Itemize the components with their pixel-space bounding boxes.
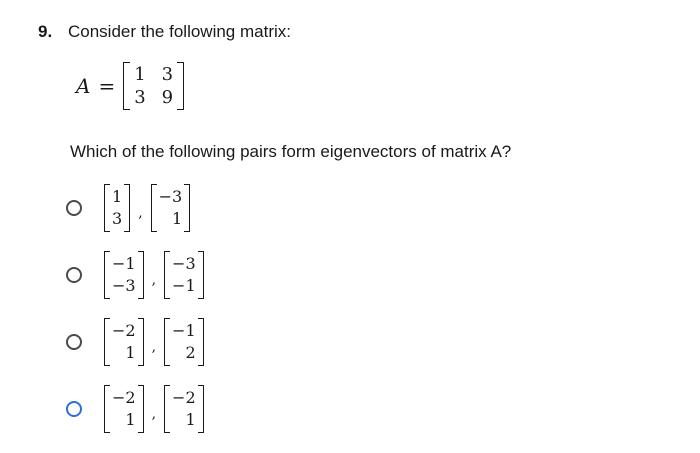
vector-entry: 1: [125, 410, 136, 429]
separator: ,: [151, 339, 157, 355]
answer-option-1[interactable]: [66, 180, 204, 236]
answer-option-3[interactable]: [66, 314, 204, 370]
vector-1: [104, 251, 144, 299]
vector-2: [164, 251, 204, 299]
vector-2: [151, 184, 191, 232]
right-bracket: [198, 318, 204, 366]
answer-option-4[interactable]: [66, 381, 204, 437]
question-prompt: Which of the following pairs form eigenvectors of matrix A?: [70, 142, 512, 161]
vector-entry: 2: [185, 343, 196, 362]
matrix-a: [123, 62, 184, 110]
vector-entry: −1: [112, 254, 136, 273]
right-bracket: [138, 318, 144, 366]
answer-option-2[interactable]: [66, 247, 204, 303]
vector-entry: 1: [172, 209, 183, 228]
matrix-label: A: [76, 74, 91, 98]
right-bracket: [138, 385, 144, 433]
equals-sign: =: [98, 74, 116, 98]
vector-1: [104, 318, 144, 366]
vector-2: [164, 385, 204, 433]
vector-2: [164, 318, 204, 366]
vector-entry: −2: [112, 388, 136, 407]
answer-options: [66, 180, 204, 448]
radio-button[interactable]: [66, 334, 82, 350]
vector-1: [104, 385, 144, 433]
vector-entry: −1: [172, 321, 196, 340]
separator: ,: [151, 406, 157, 422]
vector-entry: −2: [112, 321, 136, 340]
right-bracket: [177, 62, 184, 110]
vector-entry: 1: [112, 187, 123, 206]
left-bracket: [123, 62, 130, 110]
matrix-entry: 3: [134, 87, 146, 108]
vector-entry: −3: [172, 254, 196, 273]
radio-button[interactable]: [66, 267, 82, 283]
radio-button[interactable]: [66, 200, 82, 216]
radio-button[interactable]: [66, 401, 82, 417]
vector-entry: −3: [158, 187, 183, 206]
matrix-entry: 3: [161, 64, 174, 85]
vector-entry: 1: [185, 410, 196, 429]
right-bracket: [138, 251, 144, 299]
right-bracket: [184, 184, 190, 232]
separator: ,: [151, 272, 157, 288]
question-number: 9.: [38, 22, 53, 41]
vector-entry: −3: [112, 276, 136, 295]
vector-1: [104, 184, 130, 232]
right-bracket: [198, 251, 204, 299]
right-bracket: [198, 385, 204, 433]
matrix-definition: [76, 62, 184, 110]
vector-entry: 1: [125, 343, 136, 362]
matrix-entry: 1: [134, 64, 146, 85]
vector-entry: −2: [172, 388, 196, 407]
vector-entry: 3: [112, 209, 123, 228]
matrix-entries: [130, 62, 177, 110]
separator: ,: [138, 205, 143, 221]
right-bracket: [124, 184, 130, 232]
vector-entry: −1: [172, 276, 196, 295]
question-text: Consider the following matrix:: [68, 22, 291, 41]
matrix-entry: 9: [161, 87, 174, 108]
